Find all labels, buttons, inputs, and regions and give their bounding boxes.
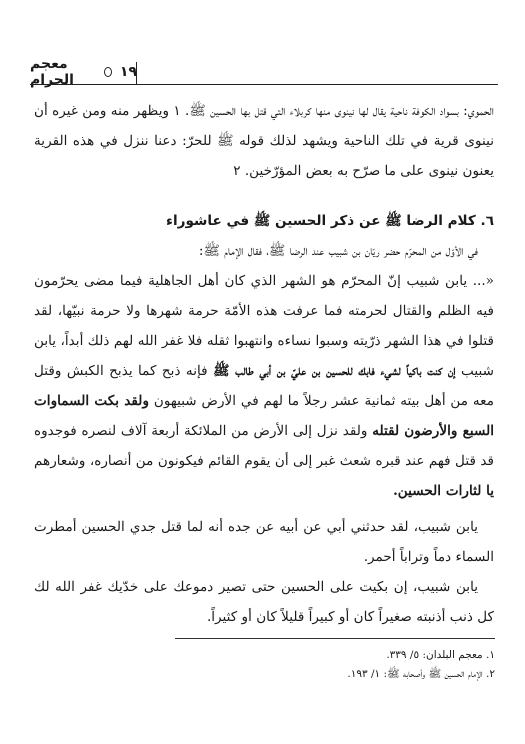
paragraph-sky-blood: يابن شبيب، لقد حدثني أبي عن أبيه عن جده أنه لما قتل جدي الحسين أمطرت السماء دماً وتراباً أحمر. (34, 519, 494, 565)
paragraph-weeping: يابن شبيب، إن بكيت على الحسين حتى تصير دموعك على خدّيك غفر الله لك كل ذنب أذنبته صغيراً كان أو كبيراً قليلاً كان أو كثيراً. (34, 579, 494, 625)
quote-part-c: فإنه ذبح كما يذبح الكبش وقتل معه من أهل بيته ثمانية عشر رجلاً ما لهم في الأرض شبيهون (34, 363, 494, 409)
section-heading: ٦. كلام الرضا ﷺ عن ذكر الحسين ﷺ في عاشوراء (166, 213, 494, 229)
header-title: معجم الحرام (30, 56, 74, 88)
footnote-1: ١. معجم البلدان: ٥/ ٣٣٩. (386, 649, 495, 661)
quote-bold-d: ولقد بكت السماوات السبع والأرضون لقتله (34, 393, 494, 439)
quote-bold-f: يا لثارات الحسين. (393, 483, 494, 499)
header-divider-vertical (136, 62, 137, 84)
footnote-2: ٢. الإمام الحسين ﷺ وأصحابه ﷺ: ١/ ١٩٣. (347, 668, 495, 680)
paragraph-geography: الحموي: بسواد الكوفة ناحية يقال لها نينوى منها كربلاء التي قتل بها الحسين ﷺ. ١ ويظهر منه ومن غيره أن نينوى قرية في تلك الناحية ويشهد لذلك قوله ﷺ للحرّ: دعنا ننزل في هذه القرية يعنون نينوى على ما صرّح به بعض المؤرّخين. ٢ (34, 103, 494, 179)
paragraph-intro: في الأوّل من المحرّم حضر ريّان بن شبيب عند الرضا ﷺ، فقال الإمام ﷺ: (198, 243, 478, 259)
circle-ornament-icon (104, 67, 112, 77)
running-header (30, 56, 137, 88)
footnotes (175, 646, 495, 684)
quote-part-e: ولقد نزل إلى الأرض من الملائكة أربعة آلاف لنصره فوجدوه قد قتل فهم عند قبره شعث غبر إلى أن يقوم القائم فيكونون من أنصاره، وشعارهم (34, 423, 494, 469)
footnote-rule (175, 638, 495, 639)
quote-bold-b: إن كنت باكياً لشيء فابك للحسين بن عليّ بن أبي طالب ﷺ (213, 363, 456, 379)
paragraph-quote (34, 266, 494, 506)
quote-part-a: «... يابن شبيب إنّ المحرّم هو الشهر الذي كان أهل الجاهلية فيما مضى يحرّمون فيه الظلم والقتال لحرمته فما عرفت هذه الأمّة حرمة شهرها ولا حرمة نبيّها، لقد قتلوا في هذا الشهر ذرّيته وسبوا نساءه وانتهبوا ثقله فلا غفر الله لهم ذلك أبداً، يابن شبيب (34, 273, 494, 379)
header-rule (30, 84, 498, 85)
main-text (34, 96, 494, 632)
page-number: ١٩ (119, 64, 137, 80)
